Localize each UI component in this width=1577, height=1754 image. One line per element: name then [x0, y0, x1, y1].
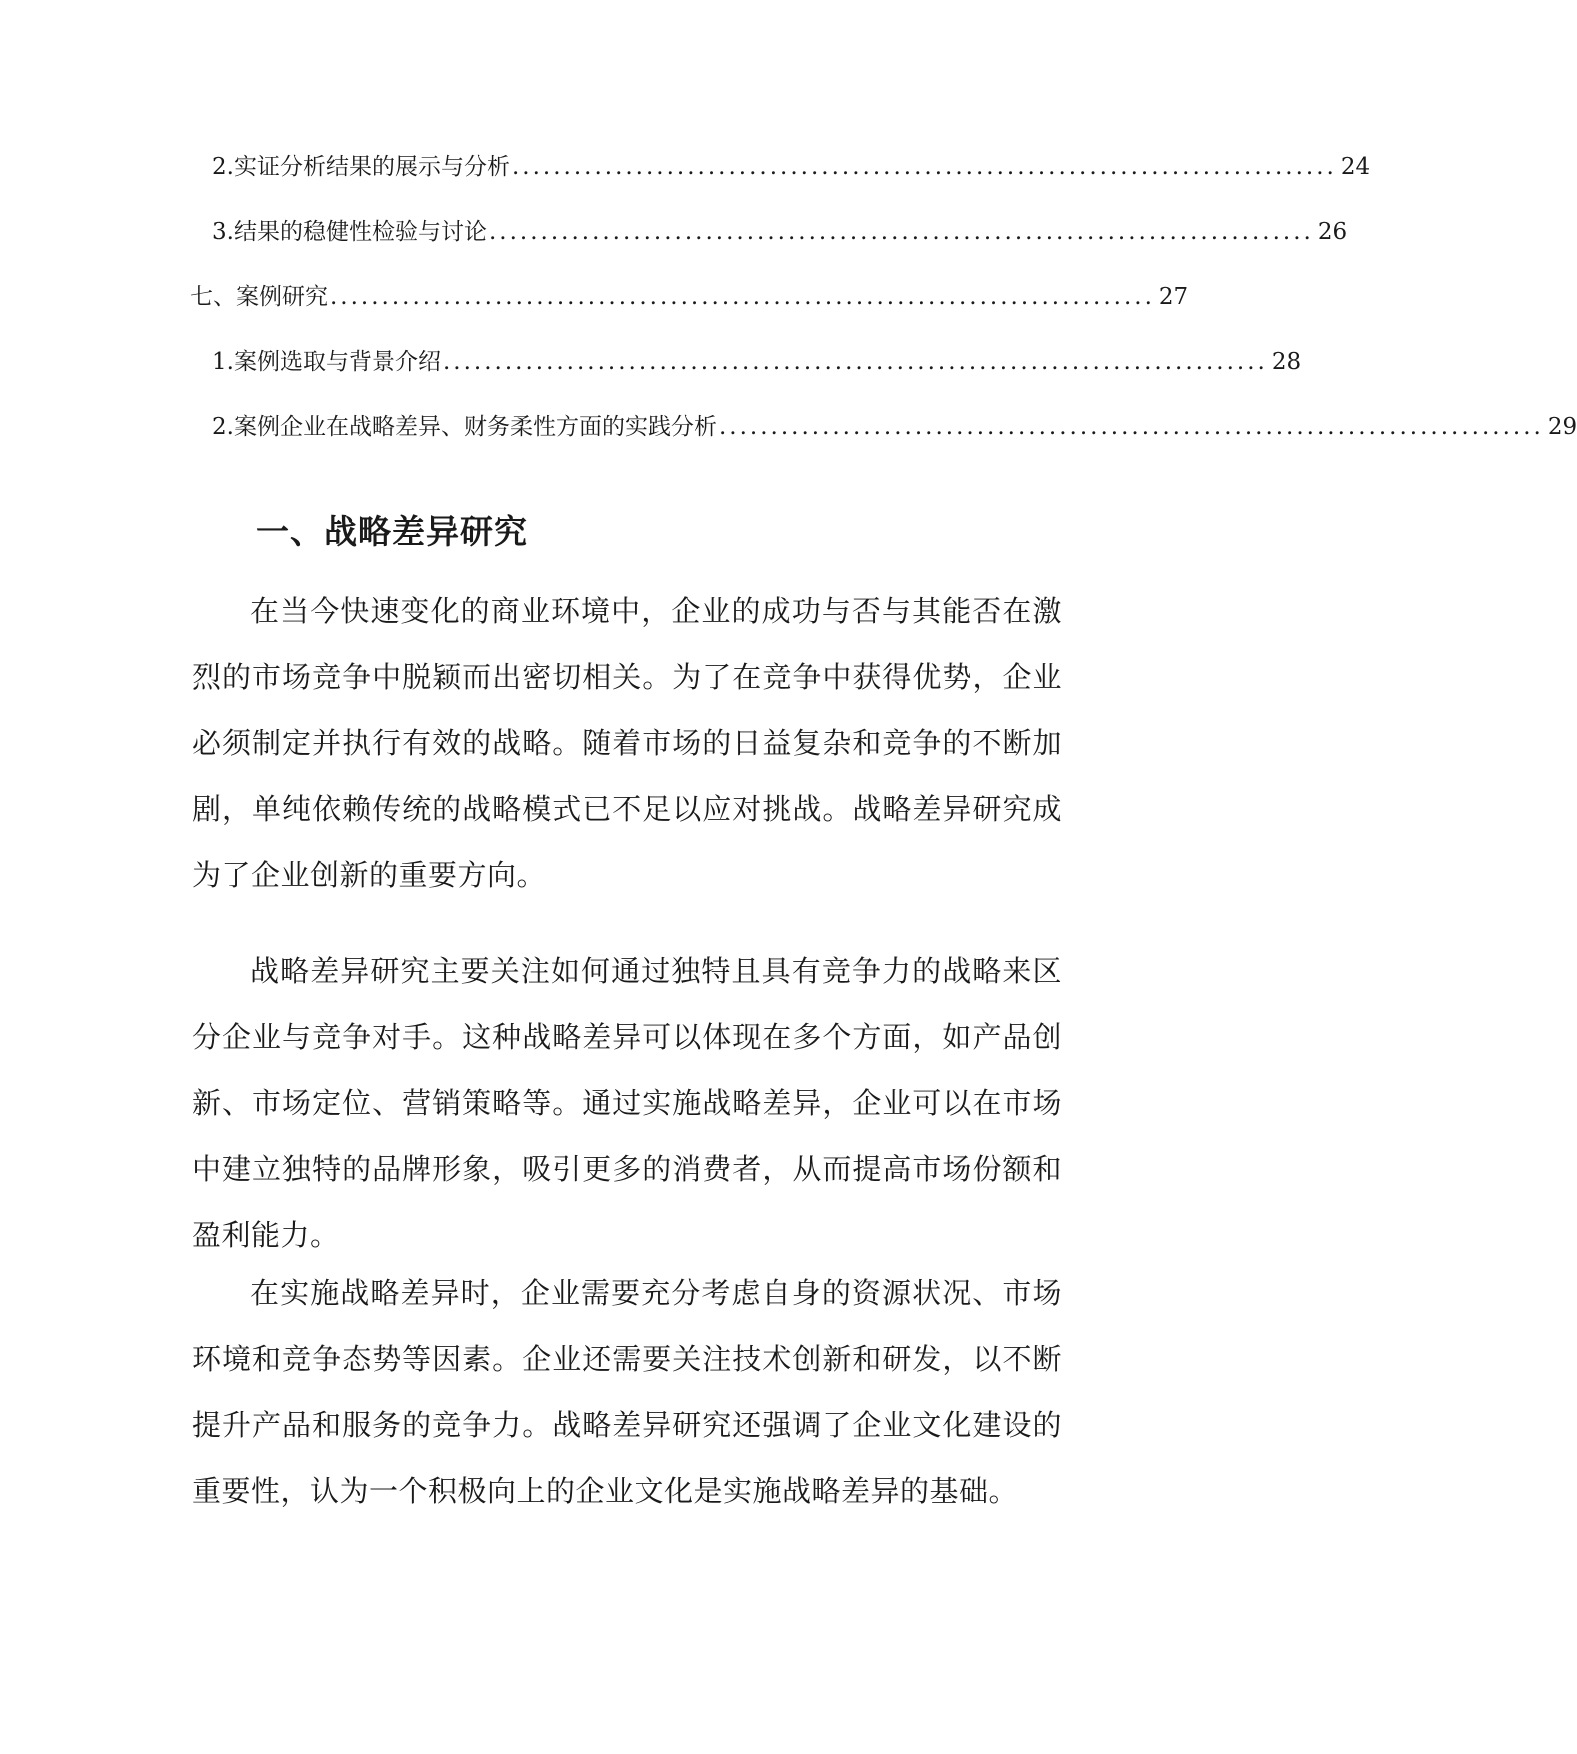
toc-entry-number: 1. — [212, 349, 234, 375]
toc-entry-number: 2. — [212, 154, 234, 180]
toc-entry[interactable] — [212, 412, 1577, 442]
body-paragraph: 战略差异研究主要关注如何通过独特且具有竞争力的战略来区分企业与竞争对手。这种战略差异可以体现在多个方面，如产品创新、市场定位、营销策略等。通过实施战略差异，企业可以在市场中建立独特的品牌形象，吸引更多的消费者，从而提高市场份额和盈利能力。 — [192, 954, 1062, 1252]
toc-leader-dots: ................................................................................ — [511, 154, 1337, 180]
toc-leader-dots: ................................................................................ — [488, 219, 1314, 245]
toc-entry[interactable] — [212, 347, 1302, 377]
toc-entry-title: 结果的稳健性检验与讨论 — [233, 219, 487, 245]
toc-entry-title: 实证分析结果的展示与分析 — [233, 154, 510, 180]
toc-entry-title: 七、案例研究 — [190, 284, 328, 310]
toc-entry-number: 2. — [212, 414, 234, 440]
toc-leader-dots: ................................................................................ — [718, 414, 1544, 440]
toc-entry-page: 26 — [1317, 219, 1348, 245]
toc-entry[interactable] — [190, 282, 1189, 312]
toc-entry[interactable] — [212, 217, 1348, 247]
toc-leader-dots: ................................................................................ — [330, 284, 1155, 310]
body-paragraph: 在实施战略差异时，企业需要充分考虑自身的资源状况、市场环境和竞争态势等因素。企业还需要关注技术创新和研发，以不断提升产品和服务的竞争力。战略差异研究还强调了企业文化建设的重要性，认为一个积极向上的企业文化是实施战略差异的基础。 — [192, 1276, 1062, 1508]
toc-entry[interactable] — [212, 152, 1371, 182]
toc-entry-page: 28 — [1271, 349, 1302, 375]
toc-entry-title: 案例选取与背景介绍 — [233, 349, 441, 375]
toc-entry-number: 3. — [212, 219, 234, 245]
toc-entry-title: 案例企业在战略差异、财务柔性方面的实践分析 — [233, 414, 717, 440]
toc-entry-page: 24 — [1340, 154, 1371, 180]
section-heading: 一、战略差异研究 — [256, 512, 528, 551]
body-paragraph: 在当今快速变化的商业环境中，企业的成功与否与其能否在激烈的市场竞争中脱颖而出密切相关。为了在竞争中获得优势，企业必须制定并执行有效的战略。随着市场的日益复杂和竞争的不断加剧，单纯依赖传统的战略模式已不足以应对挑战。战略差异研究成为了企业创新的重要方向。 — [192, 594, 1062, 892]
toc-entry-page: 27 — [1158, 284, 1189, 310]
toc-entry-page: 29 — [1547, 414, 1577, 440]
toc-leader-dots: ................................................................................ — [442, 349, 1268, 375]
